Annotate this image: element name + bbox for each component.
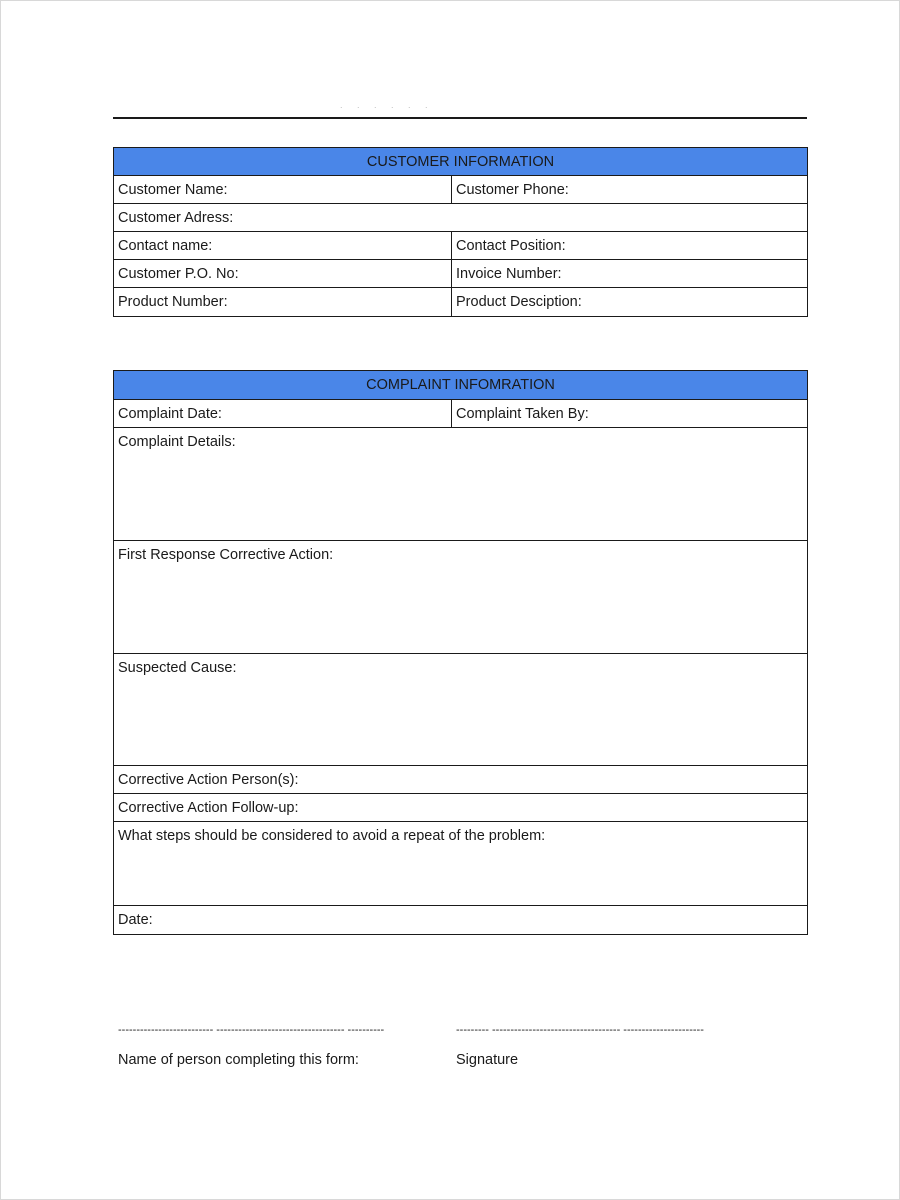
header-rule <box>113 117 807 119</box>
first-response-field[interactable]: First Response Corrective Action: <box>114 541 808 654</box>
customer-po-field[interactable]: Customer P.O. No: <box>114 260 452 288</box>
corrective-action-followup-field[interactable]: Corrective Action Follow-up: <box>114 794 808 822</box>
customer-name-field[interactable]: Customer Name: <box>114 176 452 204</box>
avoid-repeat-field[interactable]: What steps should be considered to avoid a repeat of the problem: <box>114 822 808 906</box>
contact-name-field[interactable]: Contact name: <box>114 232 452 260</box>
product-description-field[interactable]: Product Desciption: <box>452 288 808 317</box>
customer-information-header: CUSTOMER INFORMATION <box>114 148 808 176</box>
customer-address-field[interactable]: Customer Adress: <box>114 204 808 232</box>
complaint-taken-by-field[interactable]: Complaint Taken By: <box>452 400 808 428</box>
signature-label: Signature <box>456 1052 519 1068</box>
invoice-number-field[interactable]: Invoice Number: <box>452 260 808 288</box>
complaint-information-table <box>113 370 808 935</box>
header-faint-text: . . . . . . <box>340 100 434 110</box>
date-field[interactable]: Date: <box>114 906 808 935</box>
corrective-action-person-field[interactable]: Corrective Action Person(s): <box>114 766 808 794</box>
complaint-information-header: COMPLAINT INFOMRATION <box>114 371 808 400</box>
suspected-cause-field[interactable]: Suspected Cause: <box>114 654 808 766</box>
product-number-field[interactable]: Product Number: <box>114 288 452 317</box>
complaint-date-field[interactable]: Complaint Date: <box>114 400 452 428</box>
customer-information-table <box>113 147 808 317</box>
name-signature-line: -------------------------- ----------------------------------- ---------- <box>118 1024 385 1036</box>
complaint-details-field[interactable]: Complaint Details: <box>114 428 808 541</box>
name-of-person-label: Name of person completing this form: <box>118 1052 359 1068</box>
contact-position-field[interactable]: Contact Position: <box>452 232 808 260</box>
customer-phone-field[interactable]: Customer Phone: <box>452 176 808 204</box>
signature-line: --------- ----------------------------------- ---------------------- <box>456 1024 704 1036</box>
